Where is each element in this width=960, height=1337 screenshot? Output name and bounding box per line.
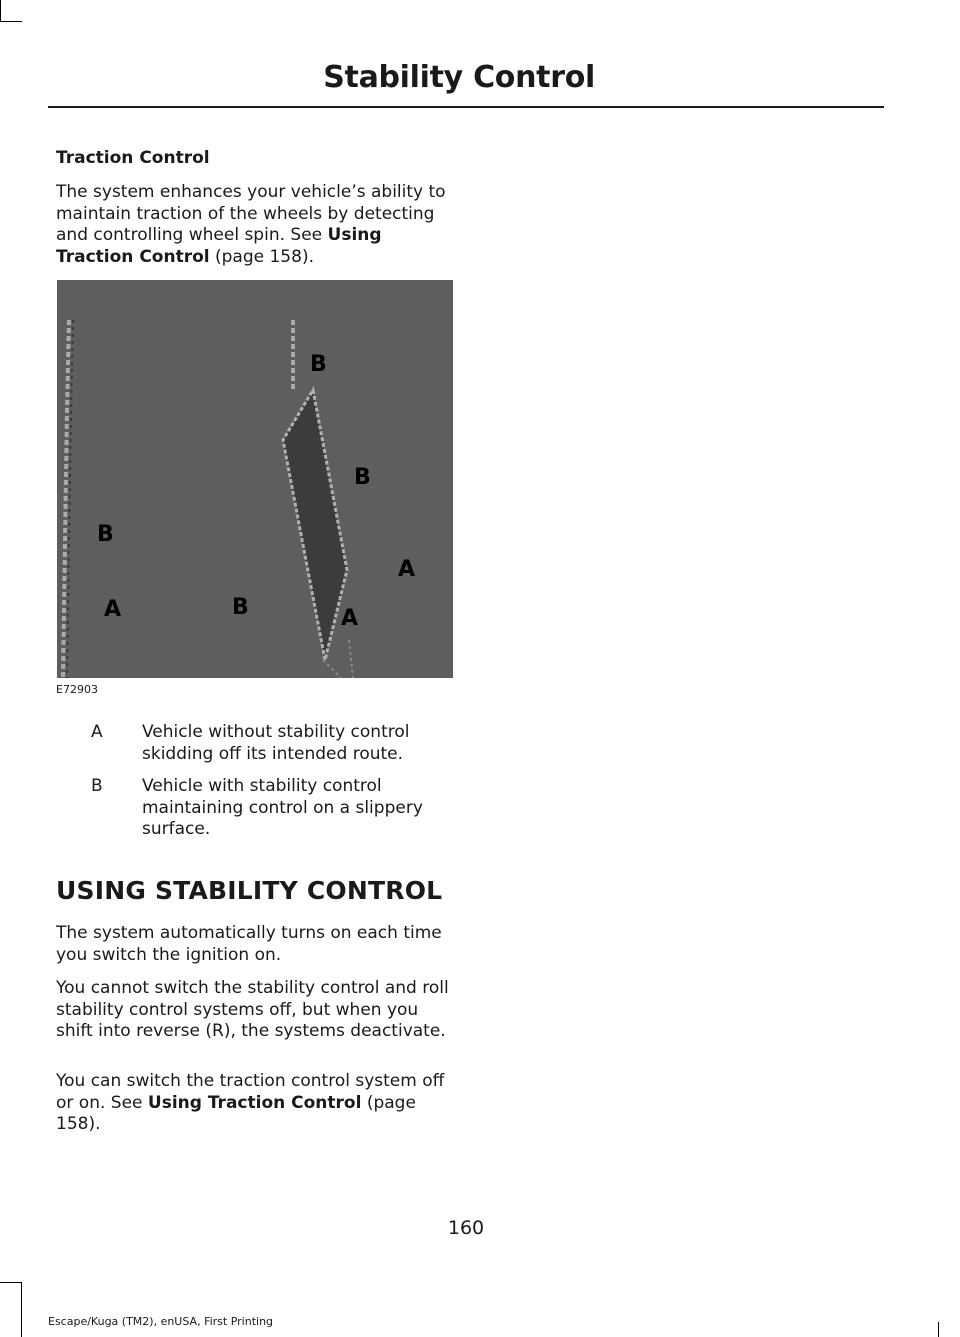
callout-a: A [398,557,416,582]
callout-b: B [232,595,249,620]
crop-mark [0,1282,22,1283]
section-heading: USING STABILITY CONTROL [56,876,443,905]
callout-b: B [97,522,114,547]
traction-ref-link[interactable]: Using Traction Control [147,1092,362,1113]
legend-key: A [91,722,103,742]
figure-id: E72903 [56,683,98,696]
section-p3-page: (page 158). [56,1092,416,1134]
header-rule [48,106,884,108]
page-number: 160 [447,1217,485,1239]
traction-page-ref: (page 158). [209,246,314,267]
crop-mark [21,1282,22,1337]
page-title: Stability Control [323,60,595,95]
section-p3-text: You can switch the traction control system off or on. See [56,1071,445,1113]
crop-mark [0,21,22,22]
section-paragraph-3 [56,1071,452,1136]
section-paragraph-2: You cannot switch the stability control and roll stability control systems off, but when you shift into reverse (R), the systems deactivate. [56,978,449,1041]
traction-text: The system enhances your vehicle’s ability to maintain traction of the wheels by detecting and controlling wheel spin. See [56,182,446,245]
traction-heading: Traction Control [56,148,210,168]
road-edge-left-shadow [67,320,73,678]
footer-text: Escape/Kuga (TM2), enUSA, First Printing [48,1315,274,1328]
callout-a: A [104,597,122,622]
legend-text: Vehicle with stability control maintaining control on a slippery surface. [142,776,423,839]
traction-ref-link[interactable]: Using Traction Control [56,225,382,267]
road-edge-left [63,320,69,678]
crop-mark [938,1322,939,1337]
legend-text: Vehicle without stability control skidding off its intended route. [142,722,410,764]
traction-paragraph [56,182,452,268]
callout-b: B [310,352,327,377]
legend-key: B [91,776,103,796]
stability-illustration [57,280,453,678]
skid-track [283,390,347,660]
crop-mark [0,0,1,22]
callout-b: B [354,465,371,490]
callout-a: A [341,606,359,631]
section-paragraph-1: The system automatically turns on each time you switch the ignition on. [56,923,442,965]
